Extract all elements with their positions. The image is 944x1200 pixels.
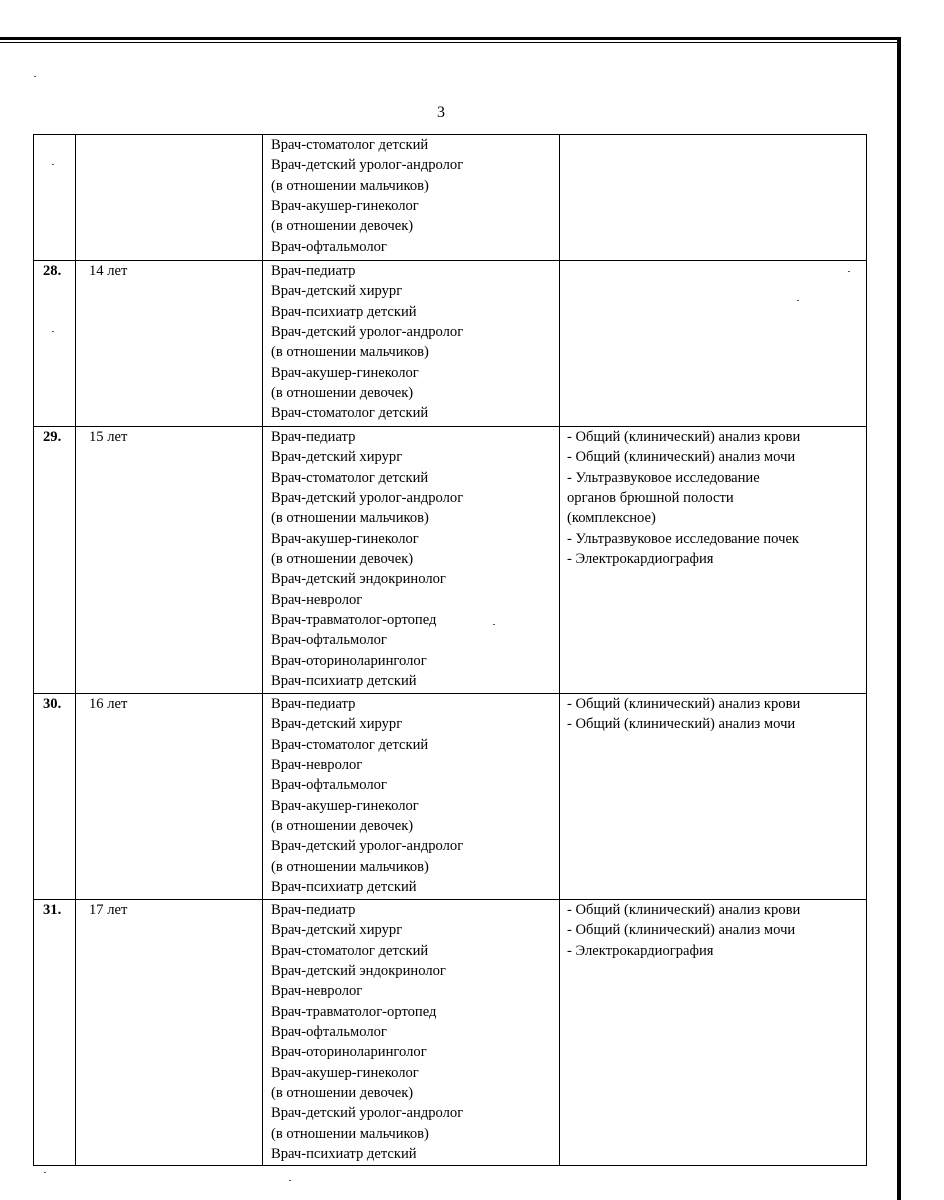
row-number: 31. [34, 900, 76, 1166]
doctor-item: Врач-детский уролог-андролог [271, 157, 464, 174]
page-top-border-thin [0, 42, 897, 43]
row-age: 16 лет [76, 694, 263, 900]
doctor-item: (в отношении девочек) [271, 1085, 414, 1102]
exam-item: - Электрокардиография [567, 551, 714, 568]
exam-item: - Общий (клинический) анализ мочи [567, 449, 796, 466]
table-row [34, 135, 867, 261]
examination-schedule-table [33, 134, 867, 1166]
exams-cell [560, 900, 867, 1166]
row-age: 17 лет [76, 900, 263, 1166]
doctor-item: Врач-детский уролог-андролог [271, 838, 464, 855]
scan-speck [289, 1180, 291, 1181]
doctor-item: Врач-педиатр [271, 696, 356, 712]
doctor-item: Врач-психиатр детский [271, 673, 417, 690]
doctor-item: (в отношении мальчиков) [271, 858, 429, 875]
doctor-item: (в отношении девочек) [271, 385, 414, 402]
doctor-item: Врач-педиатр [271, 263, 356, 279]
doctor-item: (в отношении девочек) [271, 551, 414, 568]
doctor-item: (в отношении девочек) [271, 218, 414, 235]
exam-item: органов брюшной полости [567, 490, 734, 507]
exam-item: (комплексное) [567, 510, 656, 527]
doctor-item: Врач-стоматолог детский [271, 469, 429, 486]
doctors-cell [263, 694, 560, 900]
exam-item: - Общий (клинический) анализ мочи [567, 716, 796, 733]
page-number: 3 [437, 104, 445, 121]
page-top-border [0, 37, 900, 40]
row-number: 29. [34, 427, 76, 694]
doctor-item: Врач-детский хирург [271, 922, 403, 939]
doctor-item: Врач-невролог [271, 757, 363, 774]
exam-item: - Общий (клинический) анализ мочи [567, 922, 796, 939]
doctor-item: Врач-травматолог-ортопед [271, 612, 437, 629]
doctor-item: (в отношении мальчиков) [271, 1125, 429, 1142]
exam-item: - Ультразвуковое исследование [567, 469, 760, 486]
table-row [34, 427, 867, 694]
row-age: 14 лет [76, 261, 263, 427]
exam-item: - Общий (клинический) анализ крови [567, 902, 801, 918]
exams-cell [560, 135, 867, 261]
scan-speck [44, 1172, 46, 1173]
doctor-item: Врач-детский эндокринолог [271, 963, 446, 980]
doctor-item: Врач-травматолог-ортопед [271, 1003, 437, 1020]
doctor-item: Врач-акушер-гинеколог [271, 198, 419, 215]
doctor-item: Врач-офтальмолог [271, 632, 387, 649]
exam-item: - Общий (клинический) анализ крови [567, 696, 801, 712]
doctor-item: Врач-офтальмолог [271, 777, 387, 794]
exam-item: - Ультразвуковое исследование почек [567, 530, 800, 547]
doctor-item: Врач-детский хирург [271, 716, 403, 733]
doctor-item: Врач-офтальмолог [271, 238, 387, 255]
doctor-item: Врач-психиатр детский [271, 879, 417, 896]
exams-cell [560, 694, 867, 900]
doctor-item: Врач-детский уролог-андролог [271, 490, 464, 507]
exams-cell [560, 427, 867, 694]
exams-cell [560, 261, 867, 427]
row-number: 28. [34, 261, 76, 427]
doctor-item: Врач-оториноларинголог [271, 652, 427, 669]
scan-speck [34, 76, 36, 77]
doctor-item: Врач-стоматолог детский [271, 736, 429, 753]
doctor-item: (в отношении мальчиков) [271, 177, 429, 194]
doctor-item: Врач-педиатр [271, 902, 356, 918]
doctor-item: (в отношении мальчиков) [271, 510, 429, 527]
doctor-item: (в отношении мальчиков) [271, 344, 429, 361]
page-right-border [897, 37, 901, 1200]
doctors-cell [263, 900, 560, 1166]
row-number [34, 135, 76, 261]
doctor-item: Врач-офтальмолог [271, 1024, 387, 1041]
doctors-cell [263, 261, 560, 427]
table-row [34, 261, 867, 427]
doctor-item: Врач-невролог [271, 591, 363, 608]
doctor-item: Врач-детский уролог-андролог [271, 324, 464, 341]
doctor-item: (в отношении девочек) [271, 818, 414, 835]
doctor-item: Врач-детский уролог-андролог [271, 1105, 464, 1122]
table-row [34, 694, 867, 900]
doctor-item: Врач-акушер-гинеколог [271, 364, 419, 381]
row-age: 15 лет [76, 427, 263, 694]
doctor-item: Врач-акушер-гинеколог [271, 1064, 419, 1081]
doctor-item: Врач-детский хирург [271, 449, 403, 466]
doctor-item: Врач-стоматолог детский [271, 405, 429, 422]
doctor-item: Врач-педиатр [271, 429, 356, 445]
doctor-item: Врач-детский эндокринолог [271, 571, 446, 588]
doctor-item: Врач-детский хирург [271, 283, 403, 300]
row-age [76, 135, 263, 261]
doctor-item: Врач-акушер-гинеколог [271, 797, 419, 814]
doctor-item: Врач-психиатр детский [271, 1146, 417, 1163]
table-row [34, 900, 867, 1166]
doctor-item: Врач-оториноларинголог [271, 1044, 427, 1061]
doctor-item: Врач-психиатр детский [271, 303, 417, 320]
doctors-cell [263, 135, 560, 261]
doctor-item: Врач-акушер-гинеколог [271, 530, 419, 547]
doctors-cell [263, 427, 560, 694]
doctor-item: Врач-стоматолог детский [271, 137, 429, 153]
doctor-item: Врач-невролог [271, 983, 363, 1000]
exam-item: - Электрокардиография [567, 942, 714, 959]
doctor-item: Врач-стоматолог детский [271, 942, 429, 959]
exam-item: - Общий (клинический) анализ крови [567, 429, 801, 445]
row-number: 30. [34, 694, 76, 900]
